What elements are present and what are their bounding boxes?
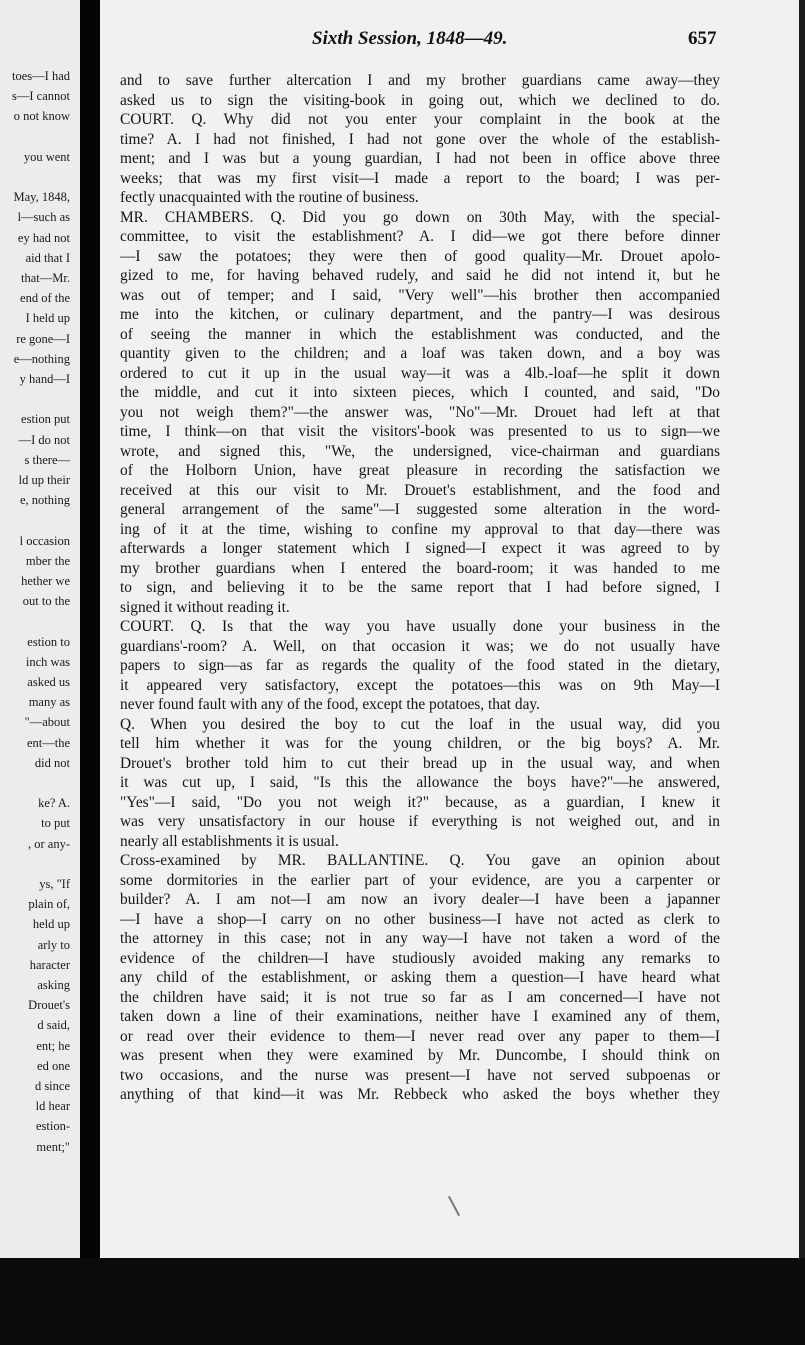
left-page-line: May, 1848, — [13, 190, 70, 205]
left-page-line: haracter — [29, 957, 70, 972]
text-line: the attorney in this case; not in any way—I have not taken a word of the — [120, 930, 720, 947]
text-line: quantity given to the children; and a loaf was taken down, and a boy was — [120, 345, 720, 362]
text-line: ordered to cut it up in the usual way—it was a 4lb.-loaf—he split it down — [120, 364, 720, 382]
text-line: builder? A. I am not—I am now an ivory dealer—I have been a japanner — [120, 891, 720, 908]
text-line: time, I think—on that visit the visitors'-book was presented to us to sign—we — [120, 423, 720, 440]
page-number: 657 — [688, 28, 717, 49]
text-line: it was cut up, I said, "Is this the allowance the boys have?"—he answered, — [120, 774, 720, 791]
left-page-line: l—such as — [17, 210, 70, 225]
text-line: guardians'-room? A. Well, on that occasion it was; we do not usually have — [120, 637, 720, 655]
text-line: tell him whether it was for the young children, or the big boys? A. Mr. — [120, 735, 720, 752]
text-line: and to save further altercation I and my brother guardians came away—they — [120, 72, 720, 89]
left-page-line: arly to — [37, 937, 70, 952]
left-page-line: mber the — [25, 553, 70, 568]
left-page-line: did not — [34, 755, 70, 770]
text-line: weeks; that was my first visit—I made a report to the board; I was per- — [120, 169, 720, 187]
text-line: —I have a shop—I carry on no other business—I have not acted as clerk to — [120, 910, 720, 928]
text-line: me into the kitchen, or culinary department, and the pantry—I was desirous — [120, 306, 720, 323]
text-line: asked us to sign the visiting-book in going out, which we declined to do. — [120, 91, 720, 109]
text-line: you not weigh them?"—the answer was, "No"—Mr. Drouet had left at that — [120, 403, 720, 421]
text-line: afterwards a longer statement which I signed—I expect it was agreed to by — [120, 540, 720, 557]
left-page-line: asking — [37, 978, 70, 992]
left-page-line: hether we — [21, 574, 70, 588]
text-line: —I saw the potatoes; they were then of good quality—Mr. Drouet apolo- — [120, 247, 720, 265]
pen-mark — [448, 1196, 460, 1216]
left-page-line: ent; he — [36, 1038, 70, 1053]
text-line: was present when they were examined by Mr. Duncombe, I should think on — [120, 1047, 720, 1064]
left-page-line: I held up — [25, 311, 70, 326]
text-line: to sign, and believing it to be the same report that I had before signed, I — [120, 579, 720, 596]
book-gutter — [80, 0, 102, 1290]
left-page-line: o not know — [13, 109, 70, 124]
left-page-line: ed one — [37, 1058, 70, 1073]
right-edge — [799, 0, 805, 1290]
text-line: Q. When you desired the boy to cut the loaf in the usual way, did you — [120, 715, 720, 733]
text-line: never found fault with any of the food, except the potatoes, that day. — [120, 696, 540, 713]
left-page-line: re gone—I — [16, 331, 70, 346]
text-line: COURT. Q. Is that the way you have usually done your business in the — [120, 618, 720, 635]
text-line: committee, to visit the establishment? A. I did—we got there before dinner — [120, 228, 720, 245]
right-page — [100, 0, 805, 1258]
bottom-border — [0, 1258, 805, 1345]
left-page-line: ke? A. — [38, 796, 70, 811]
left-page-line: held up — [32, 917, 70, 932]
text-line: ing of it at the time, wishing to confine my approval to that day—there was — [120, 520, 720, 538]
text-line: MR. CHAMBERS. Q. Did you go down on 30th May, with the special- — [120, 208, 720, 226]
text-line: papers to sign—as far as regards the quality of the food stated in the dietary, — [120, 657, 720, 674]
left-page-line: you went — [23, 149, 70, 164]
left-page-line: estion- — [35, 1119, 70, 1134]
text-line: signed it without reading it. — [120, 598, 290, 616]
left-page-line: estion put — [21, 412, 70, 427]
page-header — [100, 28, 805, 52]
text-line: two occasions, and the nurse was present—I have not served subpoenas or — [120, 1066, 720, 1084]
left-page-line: ld hear — [35, 1099, 70, 1114]
text-line: some dormitories in the earlier part of your evidence, are you a carpenter or — [120, 871, 720, 889]
text-line: any child of the establishment, or asking them a question—I have heard what — [120, 969, 720, 986]
text-line: Cross-examined by MR. BALLANTINE. Q. You gave an opinion about — [120, 852, 720, 869]
left-page-fragment — [0, 0, 80, 1270]
left-page-line: y hand—I — [19, 372, 70, 386]
text-line: of the Holborn Union, have great pleasure in recording the satisfaction we — [120, 462, 720, 479]
text-line: ment; and I was but a young guardian, I had not been in office above three — [120, 150, 720, 167]
left-page-line: end of the — [20, 291, 70, 306]
text-line: time? A. I had not finished, I had not gone over the whole of the establish- — [120, 130, 720, 148]
left-page-line: toes—I had — [12, 69, 70, 83]
text-line: COURT. Q. Why did not you enter your complaint in the book at the — [120, 111, 720, 128]
left-page-line: e, nothing — [20, 493, 70, 508]
text-line: wrote, and signed this, "We, the undersigned, vice-chairman and guardians — [120, 442, 720, 460]
text-line: Drouet's brother told him to cut their bread up in the usual way, and when — [120, 754, 720, 772]
text-line: of seeing the manner in which the establishment was conducted, and the — [120, 325, 720, 343]
left-page-line: that—Mr. — [21, 271, 70, 285]
text-line: anything of that kind—it was Mr. Rebbeck who asked the boys whether they — [120, 1086, 720, 1103]
text-line: the children have said; it is not true so far as I am concerned—I have not — [120, 988, 720, 1006]
text-line: my brother guardians when I entered the board-room; it was handed to me — [120, 559, 720, 577]
text-line: the middle, and cut it into sixteen pieces, which I counted, and said, "Do — [120, 384, 720, 401]
left-page-line: aid that I — [25, 250, 70, 265]
left-page-line: ment;" — [36, 1139, 70, 1154]
left-page-line: inch was — [25, 654, 70, 669]
text-line: was very unsatisfactory in our house if everything is not weighed out, and in — [120, 813, 720, 830]
running-head: Sixth Session, 1848—49. — [312, 28, 508, 49]
left-page-line: out to the — [22, 594, 70, 609]
text-line: fectly unacquainted with the routine of business. — [120, 189, 419, 206]
text-line: or read over their evidence to them—I never read over any paper to them—I — [120, 1027, 720, 1045]
left-page-line: ys, "If — [39, 877, 70, 891]
left-page-line: many as — [28, 695, 70, 710]
left-page-line: to put — [41, 816, 70, 831]
left-page-line: Drouet's — [28, 998, 70, 1013]
text-line: general arrangement of the same"—I suggested some alteration in the word- — [120, 501, 720, 518]
left-page-line: , or any- — [28, 836, 70, 851]
left-page-line: ld up their — [18, 473, 70, 487]
left-page-line: asked us — [27, 675, 70, 689]
body-text — [120, 71, 720, 1105]
left-page-line: plain of, — [28, 897, 70, 912]
left-page-line: —I do not — [18, 432, 70, 447]
text-line: evidence of the children—I have studiously avoided making any remarks to — [120, 949, 720, 967]
left-page-line: estion to — [27, 634, 70, 649]
left-page-line: "—about — [24, 715, 70, 730]
text-line: taken down a line of their examinations, neither have I examined any of them, — [120, 1008, 720, 1025]
left-page-line: s there— — [24, 452, 70, 467]
text-line: gized to me, for having behaved rudely, and said he did not intend it, but he — [120, 267, 720, 284]
left-page-line: d since — [34, 1079, 70, 1093]
text-line: it appeared very satisfactory, except the potatoes—this was on 9th May—I — [120, 676, 720, 694]
left-page-line: ent—the — [26, 735, 70, 750]
text-line: was out of temper; and I said, "Very well"—his brother then accompanied — [120, 286, 720, 304]
text-line: nearly all establishments it is usual. — [120, 832, 339, 850]
text-line: received at this our visit to Mr. Drouet's establishment, and the food and — [120, 481, 720, 499]
left-page-line: l occasion — [19, 533, 70, 548]
left-page-line: d said, — [37, 1018, 70, 1033]
left-page-line: e—nothing — [13, 351, 70, 366]
left-page-line: s—I cannot — [12, 89, 70, 104]
text-line: "Yes"—I said, "Do you not weigh it?" because, as a guardian, I knew it — [120, 793, 720, 811]
left-page-line: ey had not — [17, 230, 70, 245]
